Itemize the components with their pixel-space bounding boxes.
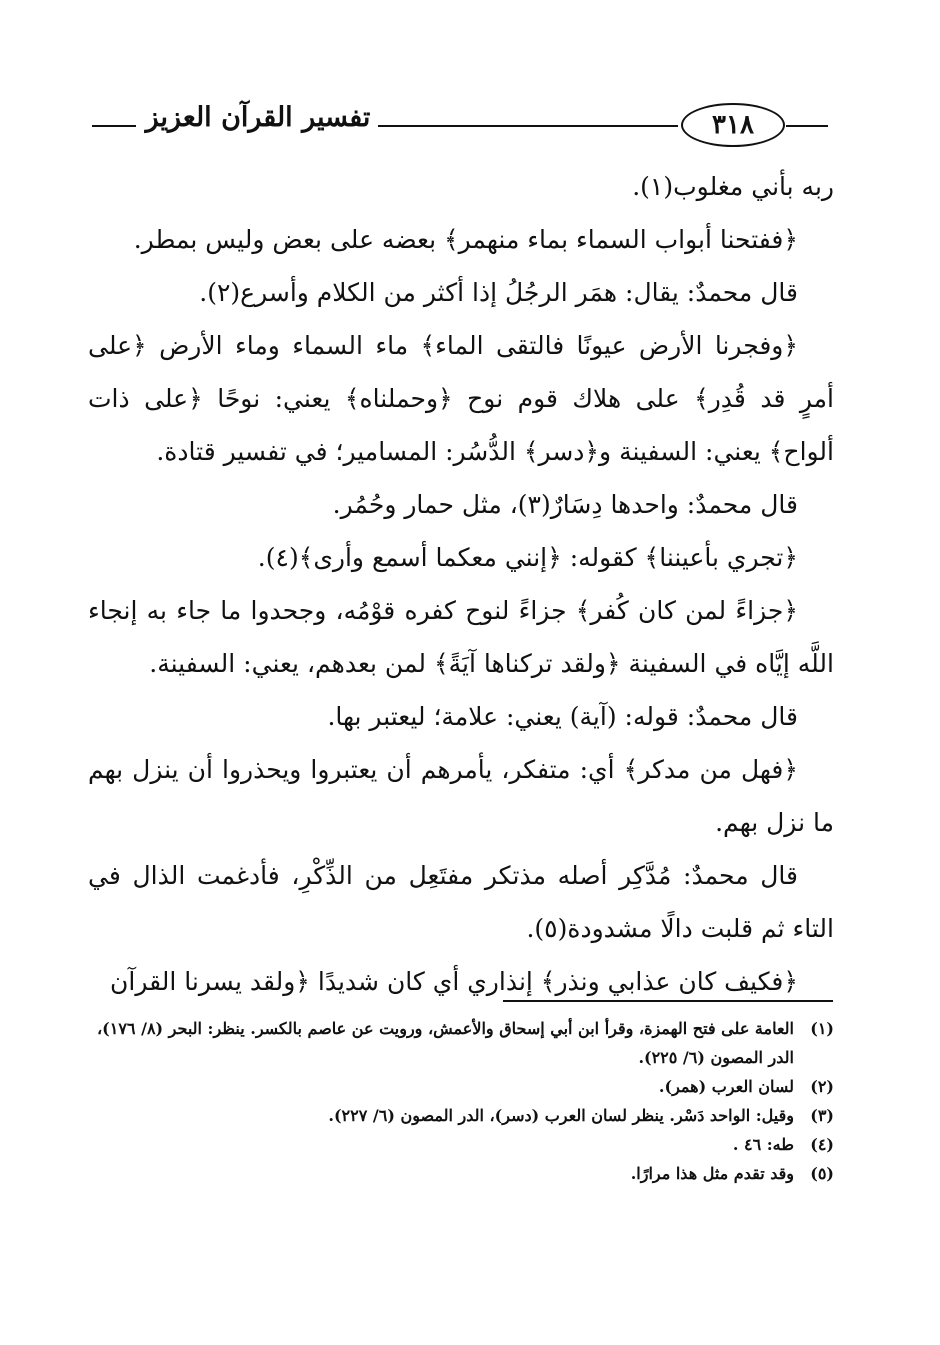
paragraph: ﴿وفجرنا الأرض عيونًا فالتقى الماء﴾ ماء السماء وماء الأرض ﴿على أمرٍ قد قُدِر﴾ على هلاك قوم نوح ﴿وحملناه﴾ يعني: نوحًا ﴿على ذات ألواح﴾ يعني: السفينة و﴿دسر﴾ الدُّسُر: المسامير؛ في تفسير قتادة.	[88, 331, 834, 466]
footnote-number: (٣)	[810, 1106, 834, 1125]
header-rule-left	[92, 125, 136, 127]
running-title: تفسير القرآن العزيز	[145, 102, 371, 133]
main-text	[88, 160, 834, 1008]
paragraph: ربه بأني مغلوب(١).	[632, 172, 834, 201]
footnote-number: (٤)	[810, 1135, 834, 1154]
paragraph: قال محمدٌ: مُدَّكِر أصله مذتكر مفتَعِل من الذِّكْرِ، فأدغمت الذال في التاء ثم قلبت دالًا مشدودة(٥).	[88, 861, 834, 943]
footnote-number: (١)	[810, 1019, 834, 1038]
footnote-text: طه: ٤٦ .	[732, 1135, 794, 1154]
footnote-text: لسان العرب (همر).	[658, 1077, 794, 1096]
header-rule-middle	[378, 125, 678, 127]
footnotes	[92, 1014, 834, 1188]
footnote-item	[92, 1014, 834, 1072]
page-number: ٣١٨	[681, 103, 785, 147]
footnote-text: وقد تقدم مثل هذا مرارًا.	[630, 1164, 794, 1183]
footnote-number: (٢)	[810, 1077, 834, 1096]
footnote-item	[92, 1072, 834, 1101]
footnote-item	[92, 1101, 834, 1130]
footnote-text: وقيل: الواحد دَسْر. ينظر لسان العرب (دسر)، الدر المصون (٦/ ٢٢٧).	[328, 1106, 794, 1125]
footnote-separator	[503, 1000, 833, 1002]
paragraph: قال محمدٌ: واحدها دِسَارٌ(٣)، مثل حمار وحُمُر.	[332, 490, 798, 519]
paragraph: قال محمدٌ: قوله: (آية) يعني: علامة؛ ليعتبر بها.	[327, 702, 798, 731]
paragraph: ﴿فهل من مدكر﴾ أي: متفكر، يأمرهم أن يعتبروا ويحذروا أن ينزل بهم ما نزل بهم.	[88, 755, 834, 837]
paragraph: ﴿فكيف كان عذابي ونذر﴾ إنذاري أي كان شديدًا ﴿ولقد يسرنا القرآن	[110, 967, 798, 996]
paragraph: قال محمدٌ: يقال: همَر الرجُلُ إذا أكثر من الكلام وأسرع(٢).	[199, 278, 798, 307]
footnote-text: العامة على فتح الهمزة، وقرأ ابن أبي إسحاق والأعمش، ورويت عن عاصم بالكسر. ينظر: البحر (٨/ ١٧٦)، الدر المصون (٦/ ٢٢٥).	[97, 1019, 794, 1067]
header-rule-right	[786, 125, 828, 127]
footnote-number: (٥)	[810, 1164, 834, 1183]
page-header	[92, 96, 828, 156]
paragraph: ﴿ففتحنا أبواب السماء بماء منهمر﴾ بعضه على بعض وليس بمطر.	[133, 225, 798, 254]
footnote-item	[92, 1130, 834, 1159]
footnote-item	[92, 1159, 834, 1188]
paragraph: ﴿جزاءً لمن كان كُفر﴾ جزاءً لنوح كفره قوْمُه، وجحدوا ما جاء به إنجاء اللَّه إيَّاه في السفينة ﴿ولقد تركناها آيَةً﴾ لمن بعدهم، يعني: السفينة.	[88, 596, 834, 678]
paragraph: ﴿تجري بأعيننا﴾ كقوله: ﴿إنني معكما أسمع وأرى﴾(٤).	[257, 543, 798, 572]
